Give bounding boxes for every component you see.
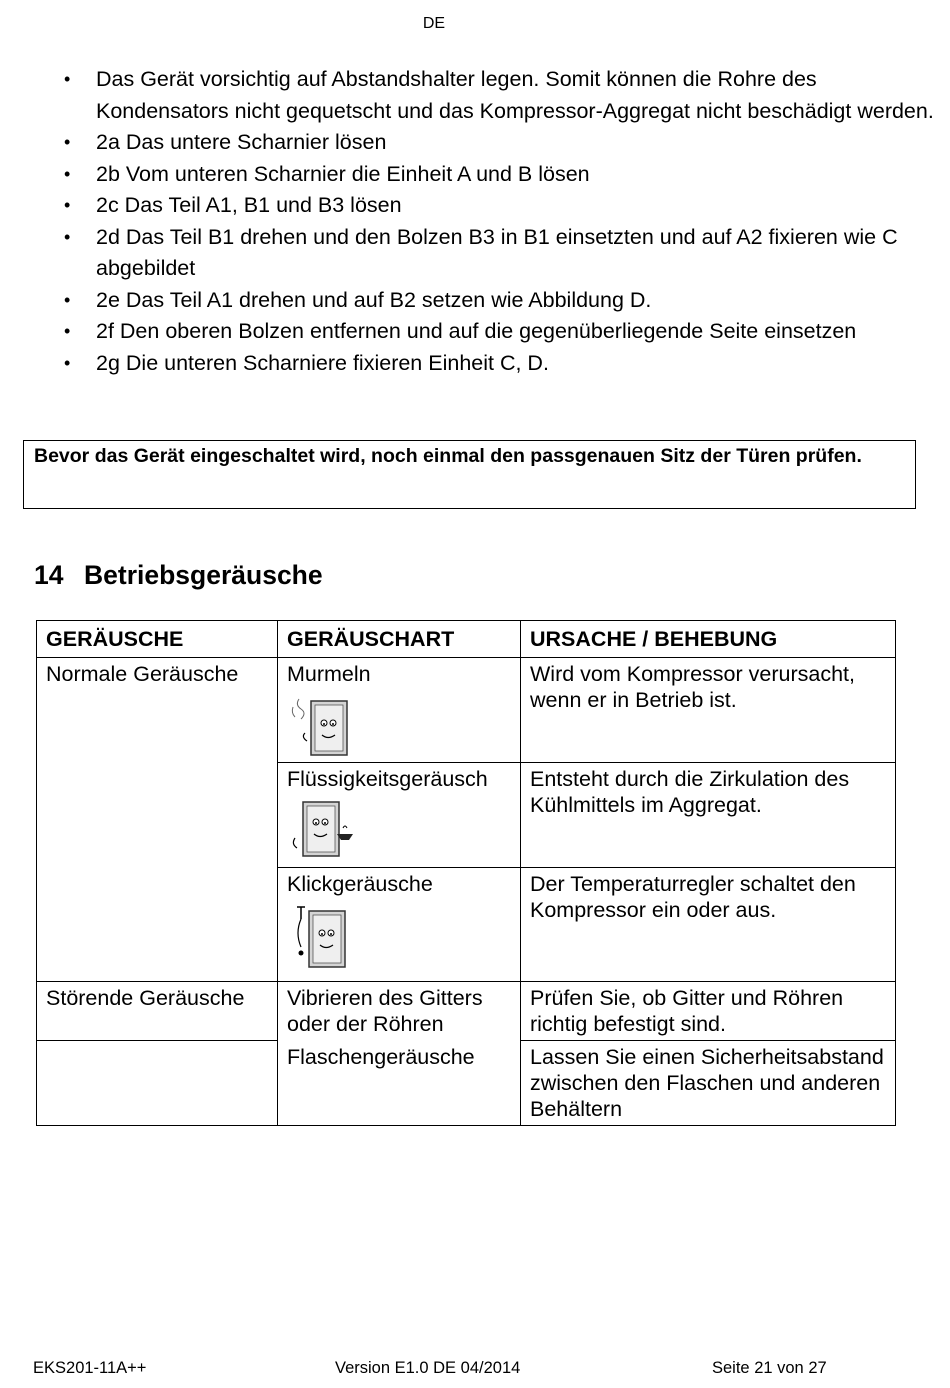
noise-type-label: Flüssigkeitsgeräusch: [287, 767, 488, 791]
fridge-click-illustration: [287, 903, 349, 971]
noise-type-cell: Vibrieren des Gitters oder der Röhren: [278, 982, 521, 1041]
table-header-row: [37, 621, 896, 658]
warning-notice-box: Bevor das Gerät eingeschaltet wird, noch einmal den passgenauen Sitz der Türen prüfen.: [23, 440, 916, 509]
section-number: 14: [34, 560, 64, 590]
noise-table: [36, 620, 896, 1126]
noise-type-cell: [278, 763, 521, 868]
list-item: • 2a Das untere Scharnier lösen: [0, 127, 940, 159]
cause-cell: Entsteht durch die Zirkulation des Kühlmittels im Aggregat.: [521, 763, 896, 868]
table-row: [37, 982, 896, 1041]
category-cell: Störende Geräusche: [37, 982, 278, 1041]
instruction-list: [0, 64, 940, 379]
noise-type-label: Klickgeräusche: [287, 872, 433, 896]
category-cell: Normale Geräusche: [37, 658, 278, 982]
list-item: • Das Gerät vorsichtig auf Abstandshalter legen. Somit können die Rohre des Kondensators nicht gequetscht und das Kompressor-Aggregat nicht beschädigt werden.: [0, 64, 940, 127]
list-item: • 2f Den oberen Bolzen entfernen und auf die gegenüberliegende Seite einsetzen: [0, 316, 940, 348]
category-cell-empty: [37, 1041, 278, 1126]
cause-cell: Lassen Sie einen Sicherheitsabstand zwischen den Flaschen und anderen Behältern: [521, 1041, 896, 1126]
noise-type-cell: [278, 658, 521, 763]
section-title: Betriebsgeräusche: [84, 560, 323, 590]
column-header: GERÄUSCHE: [37, 621, 278, 658]
noise-type-cell: [278, 868, 521, 982]
column-header: URSACHE / BEHEBUNG: [521, 621, 896, 658]
table-row: [37, 1041, 896, 1126]
footer-model: EKS201-11A++: [33, 1359, 147, 1377]
cause-cell: Prüfen Sie, ob Gitter und Röhren richtig befestigt sind.: [521, 982, 896, 1041]
list-item: • 2c Das Teil A1, B1 und B3 lösen: [0, 190, 940, 222]
column-header: GERÄUSCHART: [278, 621, 521, 658]
noise-type-label: Murmeln: [287, 662, 371, 686]
footer-version: Version E1.0 DE 04/2014: [335, 1359, 521, 1377]
footer-page-number: Seite 21 von 27: [712, 1359, 827, 1377]
fridge-murmur-illustration: [287, 693, 353, 759]
page-language-header: DE: [422, 15, 446, 32]
section-heading: [34, 560, 323, 591]
noise-type-cell: Flaschengeräusche: [278, 1041, 521, 1126]
list-item: • 2d Das Teil B1 drehen und den Bolzen B3 in B1 einsetzten und auf A2 fixieren wie C abgebildet: [0, 222, 940, 285]
table-row: [37, 658, 896, 763]
list-item: • 2g Die unteren Scharniere fixieren Einheit C, D.: [0, 348, 940, 380]
list-item: • 2e Das Teil A1 drehen und auf B2 setzen wie Abbildung D.: [0, 285, 940, 317]
cause-cell: Der Temperaturregler schaltet den Kompressor ein oder aus.: [521, 868, 896, 982]
list-item: • 2b Vom unteren Scharnier die Einheit A und B lösen: [0, 159, 940, 191]
cause-cell: Wird vom Kompressor verursacht, wenn er in Betrieb ist.: [521, 658, 896, 763]
fridge-liquid-illustration: [287, 798, 359, 860]
